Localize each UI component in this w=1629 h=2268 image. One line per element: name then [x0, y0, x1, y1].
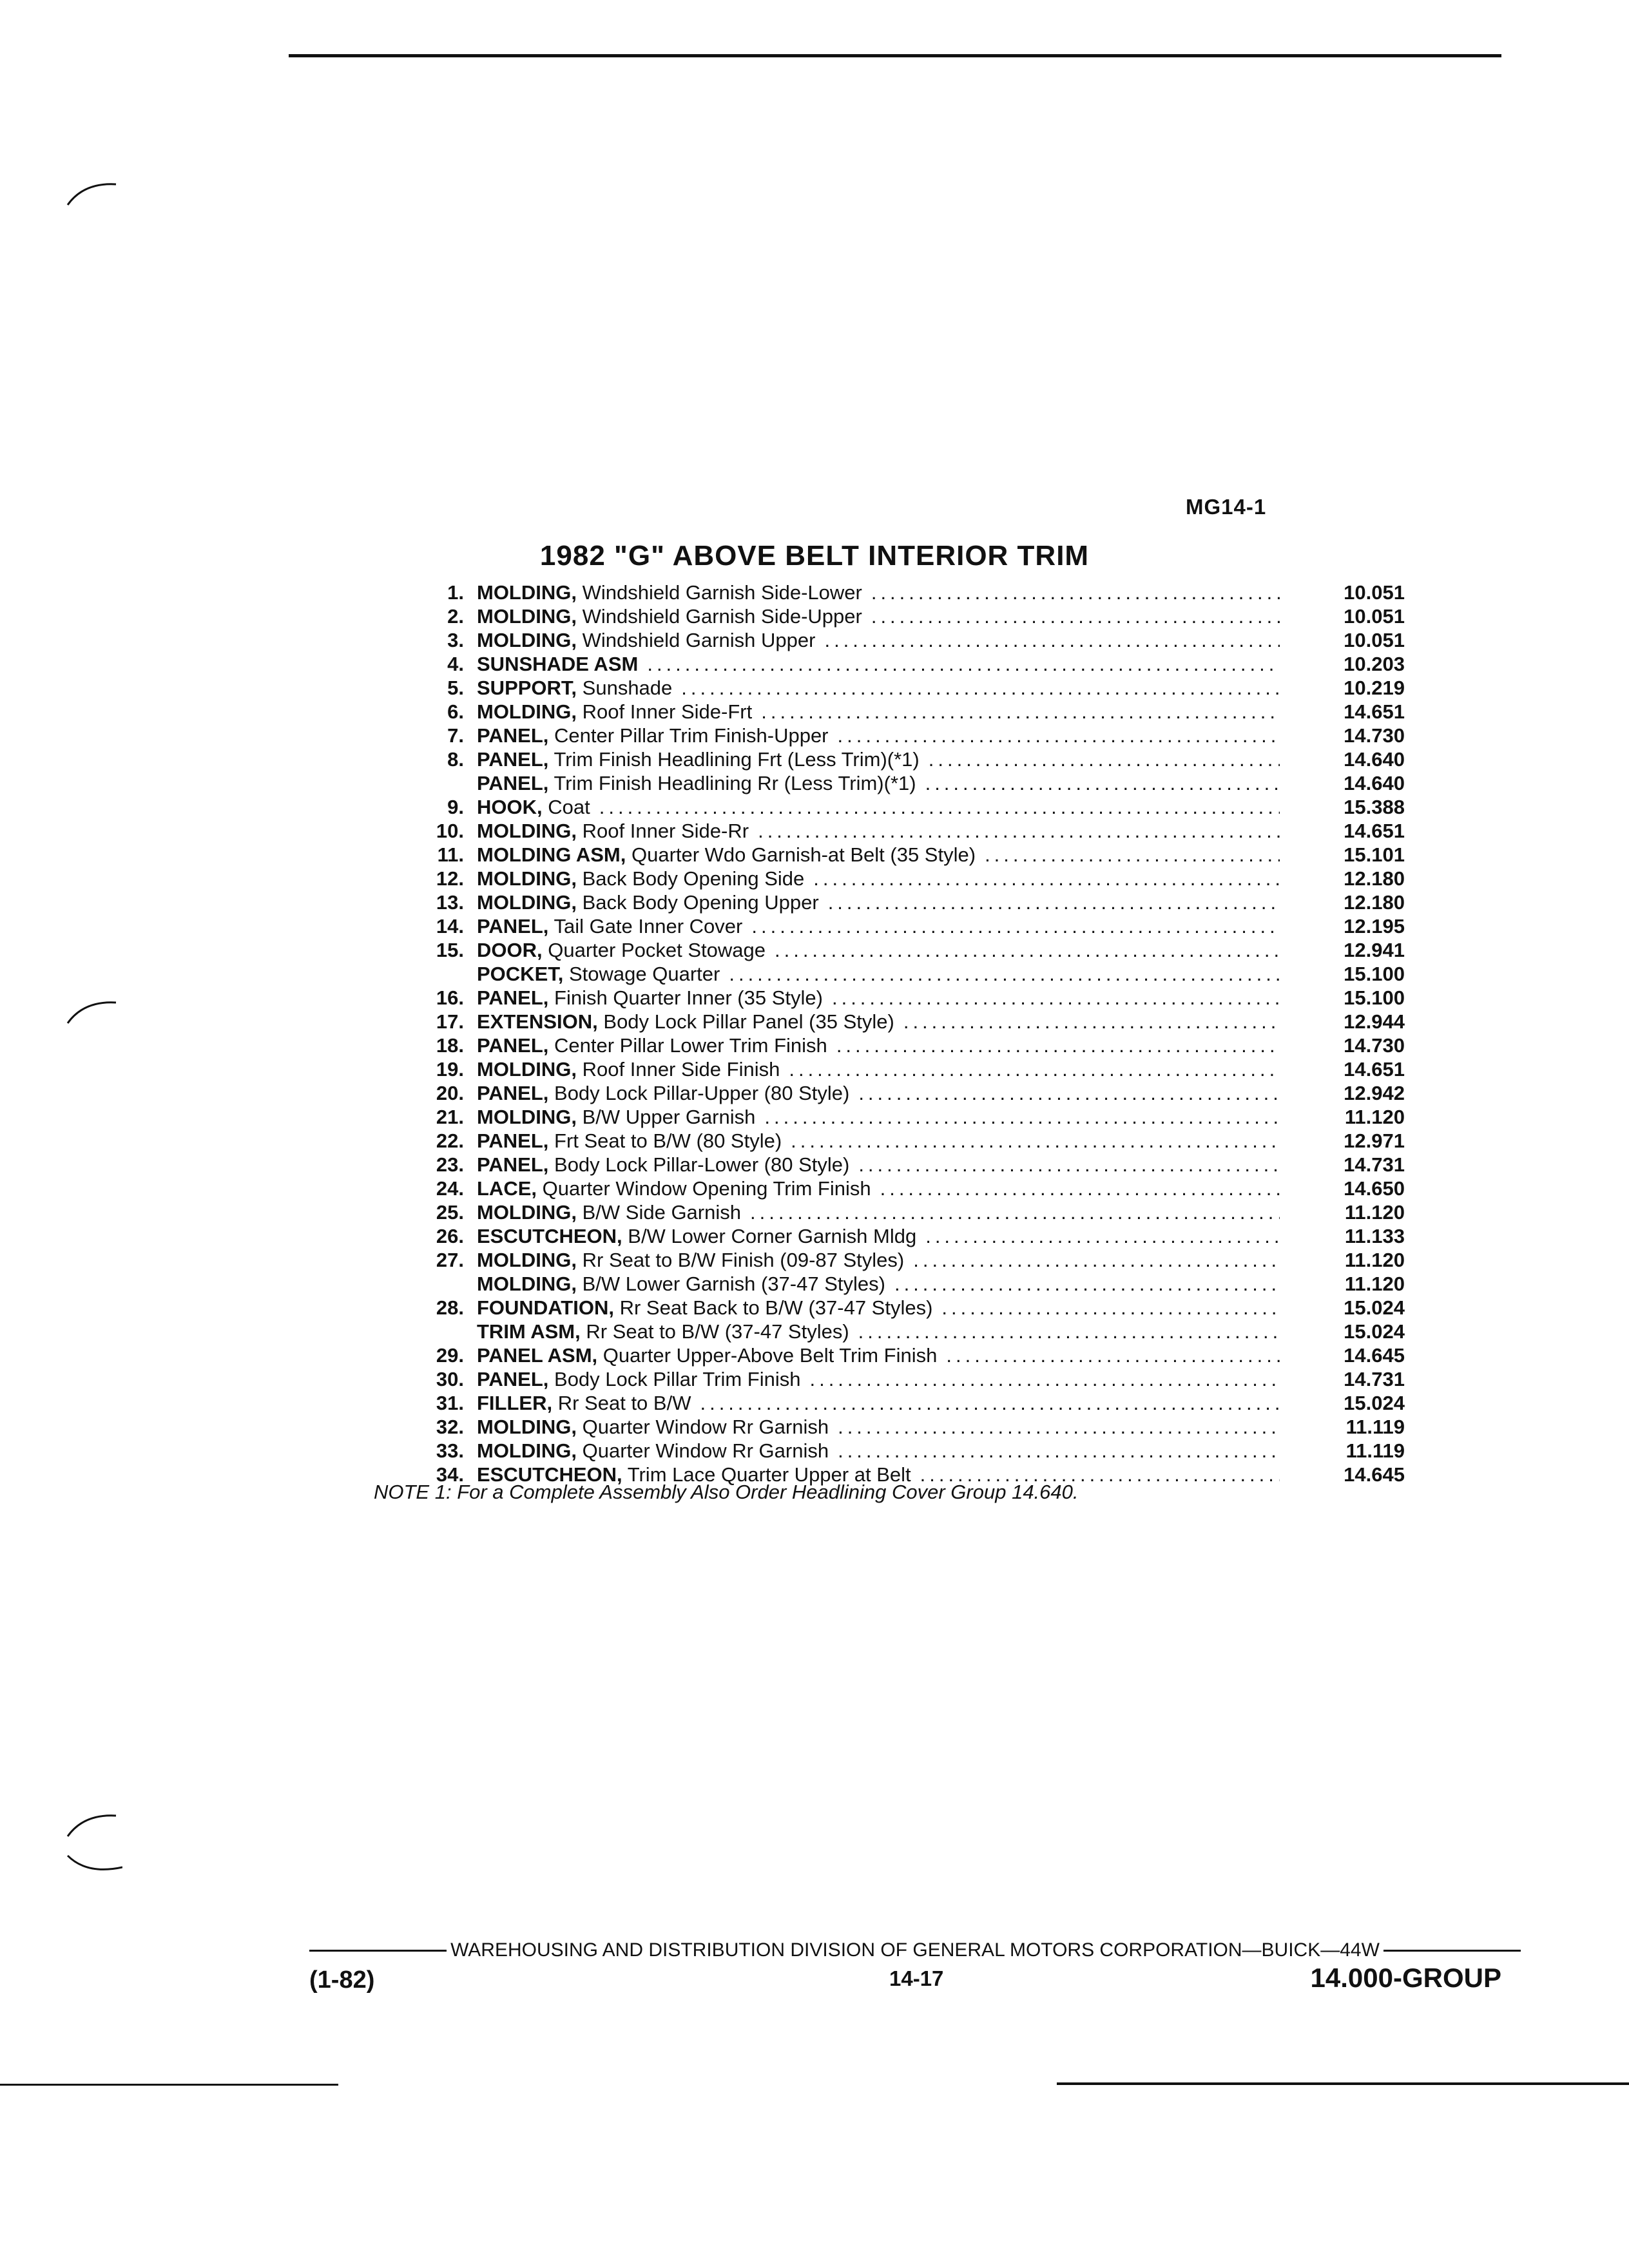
item-name: MOLDING ASM, [477, 843, 626, 866]
item-description [477, 772, 916, 795]
footer-dash [309, 1950, 447, 1952]
item-name: SUNSHADE ASM [477, 653, 639, 675]
item-detail: Windshield Garnish Upper [582, 629, 816, 651]
group-number: 11.133 [1344, 1225, 1405, 1247]
table-row [412, 1153, 1405, 1177]
item-description [477, 891, 819, 914]
footer-page-number: 14-17 [889, 1966, 944, 1990]
item-number: 26. [436, 1225, 464, 1247]
item-name: PANEL ASM, [477, 1344, 598, 1367]
item-detail: B/W Upper Garnish [582, 1106, 756, 1128]
item-name: MOLDING, [477, 700, 577, 723]
item-number: 29. [436, 1344, 464, 1367]
dot-leader [946, 1344, 1280, 1367]
item-description [477, 1416, 829, 1439]
group-number: 14.730 [1344, 1034, 1405, 1057]
dot-leader [750, 1201, 1280, 1224]
dot-leader [791, 1129, 1280, 1153]
item-detail: Trim Finish Headlining Frt (Less Trim)(*1) [554, 748, 920, 771]
item-name: FOUNDATION, [477, 1296, 614, 1319]
item-description [477, 700, 752, 724]
item-name: MOLDING, [477, 1439, 577, 1462]
dot-leader [903, 1010, 1280, 1033]
footer-dash [1383, 1950, 1521, 1952]
item-name: PANEL, [477, 1129, 549, 1152]
dot-leader [775, 939, 1280, 962]
table-row [412, 1058, 1405, 1082]
group-number: 15.024 [1344, 1320, 1405, 1343]
dot-leader [681, 677, 1280, 700]
group-number: 10.051 [1344, 581, 1405, 604]
group-number: 11.120 [1344, 1106, 1405, 1128]
item-number: 22. [436, 1129, 464, 1152]
group-number: 10.203 [1344, 653, 1405, 675]
item-description [477, 1392, 691, 1415]
table-row [412, 1201, 1405, 1225]
dot-leader [925, 772, 1280, 795]
item-number: 9. [447, 796, 464, 818]
item-name: ESCUTCHEON, [477, 1225, 622, 1247]
dot-leader [858, 1320, 1280, 1343]
table-row [412, 1082, 1405, 1106]
table-row [412, 1249, 1405, 1273]
group-number: 14.645 [1344, 1463, 1405, 1486]
item-name: MOLDING, [477, 1201, 577, 1224]
item-detail: Quarter Pocket Stowage [548, 939, 766, 961]
group-number: 14.651 [1344, 1058, 1405, 1081]
group-number: 12.971 [1344, 1129, 1405, 1152]
footer-date: (1-82) [309, 1966, 375, 1994]
dot-leader [813, 867, 1280, 890]
item-description [477, 939, 766, 962]
table-row [412, 1344, 1405, 1368]
group-number: 15.024 [1344, 1392, 1405, 1414]
item-description [477, 605, 862, 628]
group-number: 14.731 [1344, 1153, 1405, 1176]
dot-leader [871, 605, 1280, 628]
item-detail: Body Lock Pillar-Upper (80 Style) [554, 1082, 850, 1104]
item-description [477, 986, 823, 1010]
item-name: MOLDING, [477, 605, 577, 628]
punch-hole-mark [64, 1804, 122, 1843]
item-number: 13. [436, 891, 464, 914]
item-number: 11. [437, 843, 464, 866]
table-row [412, 1225, 1405, 1249]
item-number: 4. [447, 653, 464, 675]
item-name: MOLDING, [477, 1249, 577, 1271]
item-description [477, 1320, 849, 1343]
item-detail: Body Lock Pillar-Lower (80 Style) [554, 1153, 850, 1176]
table-row [412, 1106, 1405, 1129]
item-detail: Body Lock Pillar Panel (35 Style) [603, 1010, 894, 1033]
item-description [477, 724, 829, 747]
item-detail: Rr Seat to B/W [557, 1392, 691, 1414]
group-number: 15.388 [1344, 796, 1405, 818]
item-name: PANEL, [477, 1082, 549, 1104]
parts-list [412, 581, 1405, 1487]
item-number: 8. [447, 748, 464, 771]
table-row [412, 1034, 1405, 1058]
group-number: 14.651 [1344, 820, 1405, 842]
dot-leader [838, 724, 1280, 747]
dot-leader [751, 915, 1280, 938]
dot-leader [858, 1082, 1280, 1105]
dot-leader [828, 891, 1280, 914]
item-number: 30. [436, 1368, 464, 1390]
table-row [412, 653, 1405, 677]
item-description [477, 1058, 780, 1081]
item-number: 33. [436, 1439, 464, 1462]
group-number: 14.650 [1344, 1177, 1405, 1200]
dot-leader [838, 1439, 1280, 1463]
dot-leader [880, 1177, 1280, 1200]
footer-group: 14.000-GROUP [1310, 1963, 1501, 1993]
item-name: HOOK, [477, 796, 543, 818]
table-row [412, 724, 1405, 748]
dot-leader [700, 1392, 1280, 1415]
dot-leader [761, 700, 1280, 724]
item-number: 7. [447, 724, 464, 747]
item-detail: Center Pillar Lower Trim Finish [554, 1034, 827, 1057]
item-number: 1. [447, 581, 464, 604]
group-number: 15.101 [1344, 843, 1405, 866]
item-detail: B/W Lower Corner Garnish Mldg [628, 1225, 917, 1247]
item-detail: Roof Inner Side Finish [582, 1058, 780, 1081]
item-name: MOLDING, [477, 1416, 577, 1438]
item-detail: Rr Seat to B/W (37-47 Styles) [586, 1320, 849, 1343]
group-number: 12.195 [1344, 915, 1405, 937]
dot-leader [941, 1296, 1280, 1320]
group-number: 14.730 [1344, 724, 1405, 747]
item-number: 20. [436, 1082, 464, 1104]
group-number: 14.645 [1344, 1344, 1405, 1367]
item-name: MOLDING, [477, 867, 577, 890]
table-row [412, 748, 1405, 772]
dot-leader [599, 796, 1280, 819]
footer-division-line [309, 1939, 1521, 1961]
group-number: 11.119 [1345, 1439, 1405, 1462]
item-description [477, 1344, 937, 1367]
item-number: 17. [436, 1010, 464, 1033]
table-row [412, 629, 1405, 653]
table-row [412, 1392, 1405, 1416]
item-detail: Quarter Window Rr Garnish [582, 1439, 829, 1462]
item-detail: Back Body Opening Upper [582, 891, 819, 914]
table-row [412, 1129, 1405, 1153]
item-description [477, 677, 672, 700]
item-number: 28. [436, 1296, 464, 1319]
item-description [477, 1129, 782, 1153]
table-row [412, 891, 1405, 915]
item-name: SUPPORT, [477, 677, 577, 699]
item-name: MOLDING, [477, 1106, 577, 1128]
item-detail: B/W Lower Garnish (37-47 Styles) [582, 1273, 885, 1295]
table-row [412, 772, 1405, 796]
group-number: 12.944 [1344, 1010, 1405, 1033]
dot-leader [832, 986, 1280, 1010]
dot-leader [913, 1249, 1280, 1272]
table-row [412, 1273, 1405, 1296]
group-number: 14.640 [1344, 748, 1405, 771]
table-row [412, 1010, 1405, 1034]
item-detail: Quarter Upper-Above Belt Trim Finish [602, 1344, 938, 1367]
item-description [477, 1106, 755, 1129]
table-row [412, 796, 1405, 820]
group-number: 14.731 [1344, 1368, 1405, 1390]
item-name: POCKET, [477, 963, 564, 985]
item-name: EXTENSION, [477, 1010, 598, 1033]
group-number: 14.640 [1344, 772, 1405, 794]
item-number: 31. [436, 1392, 464, 1414]
bottom-rule-left [0, 2084, 338, 2086]
item-description [477, 1153, 849, 1177]
table-row [412, 700, 1405, 724]
group-number: 12.941 [1344, 939, 1405, 961]
item-description [477, 843, 976, 867]
item-name: MOLDING, [477, 891, 577, 914]
item-detail: Back Body Opening Side [582, 867, 805, 890]
item-name: FILLER, [477, 1392, 553, 1414]
item-detail: Frt Seat to B/W (80 Style) [554, 1129, 782, 1152]
item-detail: Trim Lace Quarter Upper at Belt [627, 1463, 911, 1486]
item-description [477, 1296, 932, 1320]
table-row [412, 581, 1405, 605]
dot-leader [925, 1225, 1280, 1248]
top-rule [289, 54, 1501, 57]
item-number: 25. [436, 1201, 464, 1224]
item-detail: Trim Finish Headlining Rr (Less Trim)(*1) [554, 772, 916, 794]
item-name: MOLDING, [477, 820, 577, 842]
item-detail: Quarter Wdo Garnish-at Belt (35 Style) [631, 843, 976, 866]
table-row [412, 1177, 1405, 1201]
table-row [412, 605, 1405, 629]
item-name: PANEL, [477, 748, 549, 771]
dot-leader [647, 653, 1280, 676]
dot-leader [789, 1058, 1280, 1081]
item-name: PANEL, [477, 915, 549, 937]
item-number: 32. [436, 1416, 464, 1438]
group-number: 11.120 [1344, 1201, 1405, 1224]
group-number: 15.100 [1344, 986, 1405, 1009]
item-number: 14. [436, 915, 464, 937]
table-row [412, 939, 1405, 963]
group-number: 12.180 [1344, 891, 1405, 914]
bottom-rule-right [1057, 2082, 1629, 2085]
dot-leader [871, 581, 1280, 604]
group-number: 15.100 [1344, 963, 1405, 985]
item-name: MOLDING, [477, 1058, 577, 1081]
item-description [477, 1249, 904, 1272]
group-number: 15.024 [1344, 1296, 1405, 1319]
footnote: NOTE 1: For a Complete Assembly Also Order Headlining Cover Group 14.640. [374, 1481, 1079, 1503]
item-number: 15. [436, 939, 464, 961]
punch-hole-mark [64, 173, 122, 211]
item-description [477, 1439, 829, 1463]
item-detail: Windshield Garnish Side-Lower [582, 581, 862, 604]
item-description [477, 629, 815, 652]
item-detail: Finish Quarter Inner (35 Style) [554, 986, 823, 1009]
item-name: PANEL, [477, 772, 549, 794]
dot-leader [836, 1034, 1280, 1057]
item-description [477, 1273, 885, 1296]
item-description [477, 1034, 827, 1057]
table-row [412, 915, 1405, 939]
table-row [412, 963, 1405, 986]
item-detail: B/W Side Garnish [582, 1201, 741, 1224]
item-number: 12. [436, 867, 464, 890]
item-name: TRIM ASM, [477, 1320, 581, 1343]
item-detail: Stowage Quarter [568, 963, 720, 985]
item-detail: Body Lock Pillar Trim Finish [554, 1368, 801, 1390]
page-title: 1982 "G" ABOVE BELT INTERIOR TRIM [539, 540, 1090, 572]
dot-leader [929, 748, 1280, 771]
item-name: PANEL, [477, 1153, 549, 1176]
item-description [477, 963, 720, 986]
item-detail: Center Pillar Trim Finish-Upper [554, 724, 829, 747]
table-row [412, 867, 1405, 891]
footer-division-text: WAREHOUSING AND DISTRIBUTION DIVISION OF GENERAL MOTORS CORPORATION—BUICK—44W [450, 1939, 1380, 1961]
item-detail: Roof Inner Side-Rr [582, 820, 749, 842]
item-number: 27. [436, 1249, 464, 1271]
item-number: 3. [447, 629, 464, 651]
item-description [477, 1368, 800, 1391]
table-row [412, 1416, 1405, 1439]
item-description [477, 748, 920, 771]
dot-leader [824, 629, 1280, 652]
item-name: PANEL, [477, 1034, 549, 1057]
dot-leader [729, 963, 1280, 986]
item-detail: Sunshade [582, 677, 673, 699]
item-name: PANEL, [477, 724, 549, 747]
item-detail: Quarter Window Opening Trim Finish [542, 1177, 871, 1200]
item-description [477, 1082, 849, 1105]
item-description [477, 1010, 894, 1033]
item-description [477, 581, 862, 604]
dot-leader [985, 843, 1280, 867]
item-number: 16. [436, 986, 464, 1009]
item-name: MOLDING, [477, 629, 577, 651]
item-detail: Coat [548, 796, 590, 818]
group-number: 10.219 [1344, 677, 1405, 699]
group-number: 12.180 [1344, 867, 1405, 890]
item-description [477, 820, 749, 843]
group-number: 10.051 [1344, 629, 1405, 651]
dot-leader [894, 1273, 1280, 1296]
item-detail: Quarter Window Rr Garnish [582, 1416, 829, 1438]
table-row [412, 1296, 1405, 1320]
group-number: 10.051 [1344, 605, 1405, 628]
table-row [412, 1320, 1405, 1344]
item-description [477, 867, 804, 890]
table-row [412, 986, 1405, 1010]
item-detail: Rr Seat Back to B/W (37-47 Styles) [619, 1296, 933, 1319]
table-row [412, 843, 1405, 867]
item-name: ESCUTCHEON, [477, 1463, 622, 1486]
dot-leader [758, 820, 1280, 843]
item-name: MOLDING, [477, 581, 577, 604]
item-name: DOOR, [477, 939, 543, 961]
group-number: 12.942 [1344, 1082, 1405, 1104]
group-number: 11.120 [1344, 1249, 1405, 1271]
item-number: 21. [436, 1106, 464, 1128]
group-number: 11.119 [1345, 1416, 1405, 1438]
item-number: 2. [447, 605, 464, 628]
item-number: 23. [436, 1153, 464, 1176]
item-number: 6. [447, 700, 464, 723]
page-id: MG14-1 [1186, 495, 1267, 519]
group-number: 14.651 [1344, 700, 1405, 723]
table-row [412, 1439, 1405, 1463]
item-description [477, 653, 638, 676]
punch-hole-mark [64, 1849, 122, 1888]
dot-leader [858, 1153, 1280, 1177]
item-description [477, 1201, 741, 1224]
punch-hole-mark [64, 991, 122, 1030]
item-detail: Windshield Garnish Side-Upper [582, 605, 862, 628]
item-number: 19. [436, 1058, 464, 1081]
item-description [477, 1225, 916, 1248]
table-row [412, 1368, 1405, 1392]
item-description [477, 915, 742, 938]
item-name: PANEL, [477, 1368, 549, 1390]
group-number: 11.120 [1344, 1273, 1405, 1295]
table-row [412, 677, 1405, 700]
item-name: LACE, [477, 1177, 537, 1200]
item-number: 18. [436, 1034, 464, 1057]
item-name: PANEL, [477, 986, 549, 1009]
item-number: 10. [436, 820, 464, 842]
dot-leader [838, 1416, 1280, 1439]
item-description [477, 796, 590, 819]
item-number: 5. [447, 677, 464, 699]
item-number: 34. [436, 1463, 464, 1486]
item-number: 24. [436, 1177, 464, 1200]
item-name: MOLDING, [477, 1273, 577, 1295]
item-detail: Tail Gate Inner Cover [554, 915, 743, 937]
item-detail: Rr Seat to B/W Finish (09-87 Styles) [582, 1249, 905, 1271]
item-detail: Roof Inner Side-Frt [582, 700, 753, 723]
table-row [412, 820, 1405, 843]
dot-leader [809, 1368, 1280, 1391]
item-description [477, 1177, 871, 1200]
dot-leader [764, 1106, 1280, 1129]
